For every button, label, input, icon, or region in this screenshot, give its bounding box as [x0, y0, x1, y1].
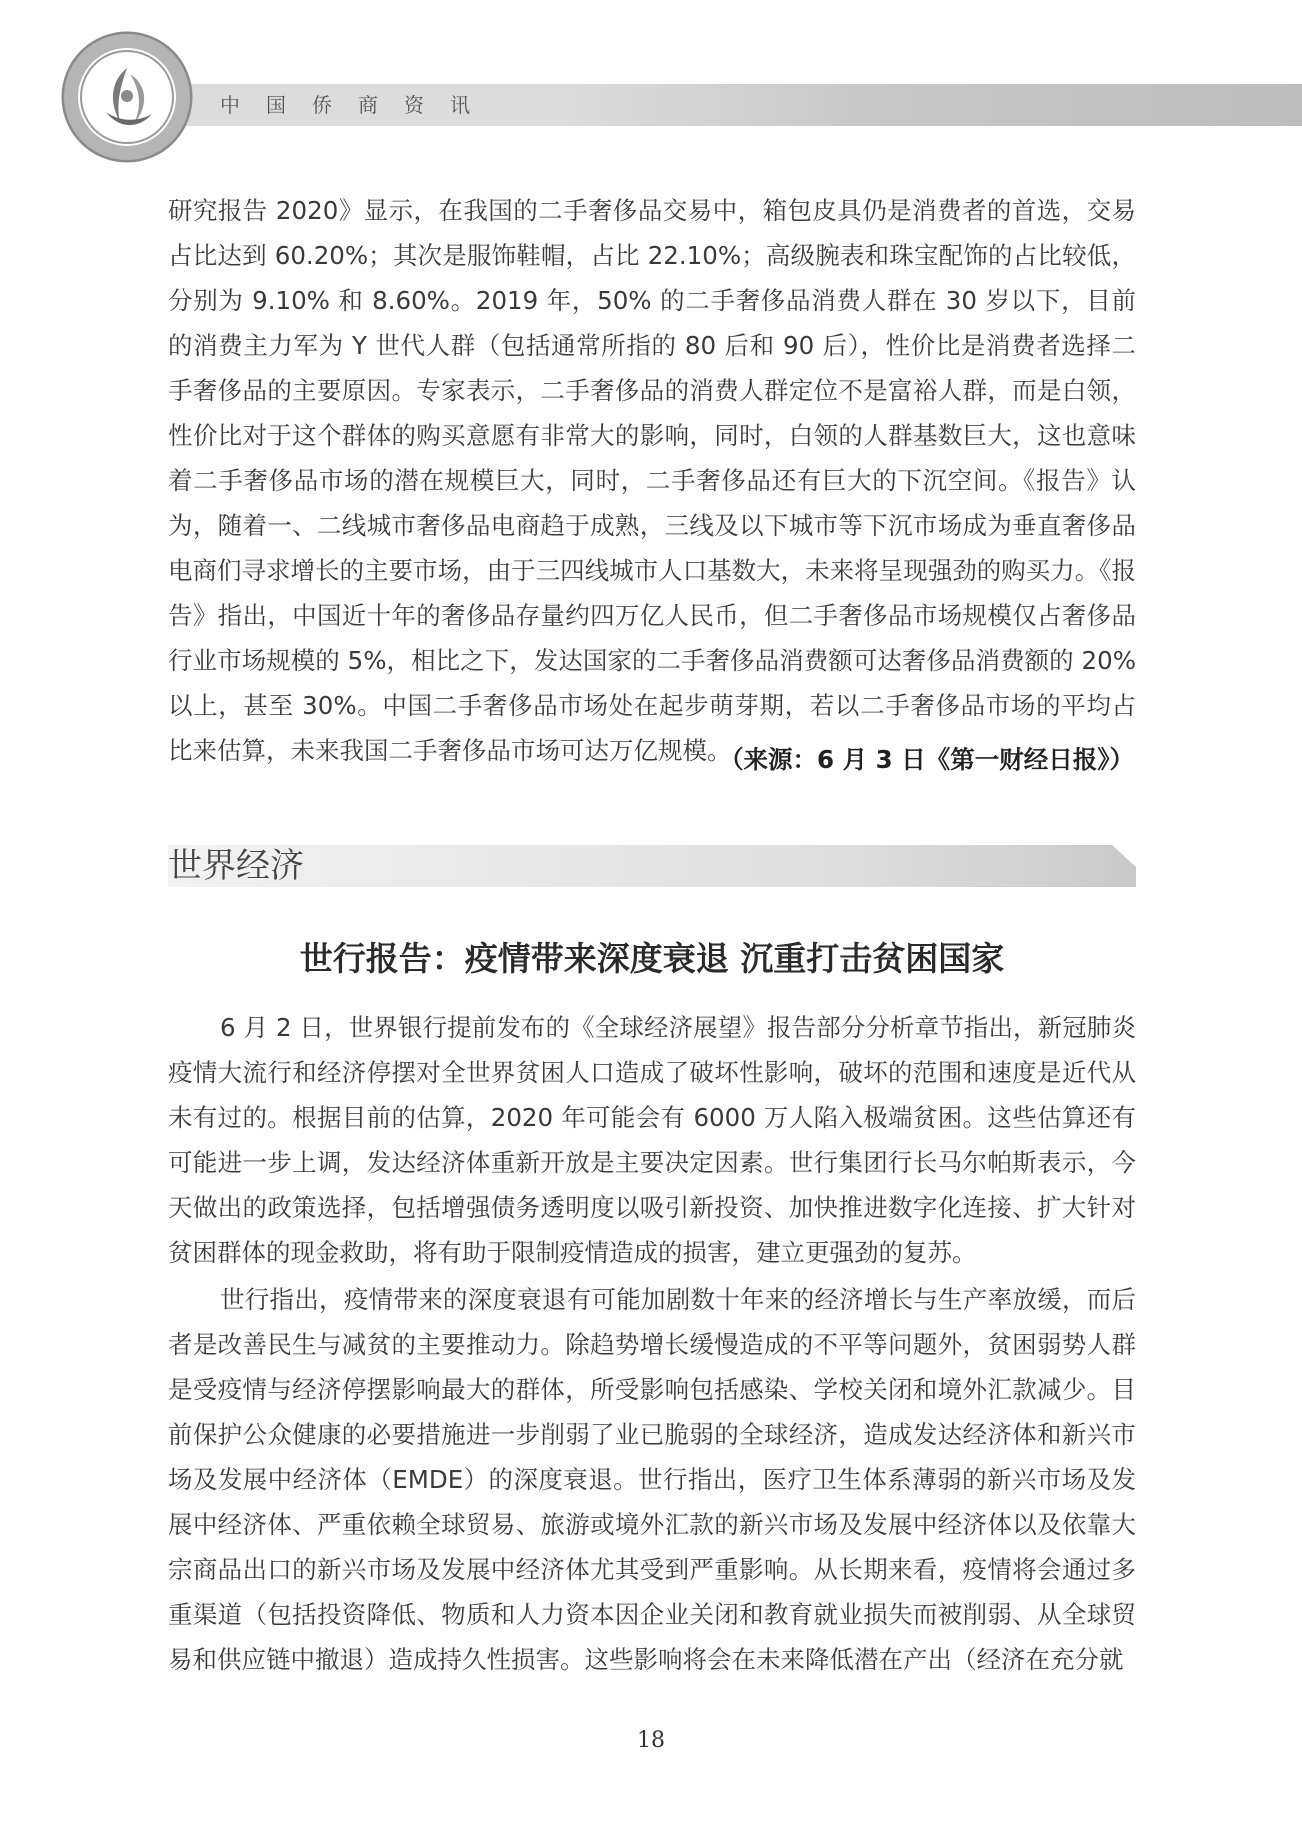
- article1-source: （来源：6 月 3 日《第一财经日报》）: [719, 745, 1134, 774]
- article1-body: 研究报告 2020》显示，在我国的二手奢侈品交易中，箱包皮具仍是消费者的首选，交易占比达到 60.20%；其次是服饰鞋帽，占比 22.10%；高级腕表和珠宝配饰的占比较低，分别为 9.10% 和 8.60%。2019 年，50% 的二手奢侈品消费人群在 30 岁以下，目前的消费主力军为 Y 世代人群（包括通常所指的 80 后和 90 后），性价比是消费者选择二手奢侈品的主要原因。专家表示，二手奢侈品的消费人群定位不是富裕人群，而是白领，性价比对于这个群体的购买意愿有非常大的影响，同时，白领的人群基数巨大，这也意味着二手奢侈品市场的潜在规模巨大，同时，二手奢侈品还有巨大的下沉空间。《报告》认为，随着一、二线城市奢侈品电商趋于成熟，三线及以下城市等下沉市场成为垂直奢侈品电商们寻求增长的主要市场，由于三四线城市人口基数大，未来将呈现强劲的购买力。《报告》指出，中国近十年的奢侈品存量约四万亿人民币，但二手奢侈品市场规模仅占奢侈品行业市场规模的 5%，相比之下，发达国家的二手奢侈品消费额可达奢侈品消费额的 20% 以上，甚至 30%。中国二手奢侈品市场处在起步萌芽期，若以二手奢侈品市场的平均占比来估算，未来我国二手奢侈品市场可达万亿规模。: [168, 196, 1136, 765]
- section-title: 世界经济: [168, 846, 304, 886]
- page-number: 18: [637, 1728, 665, 1753]
- section-bar: [168, 845, 1136, 887]
- article2-paragraph-1: 6 月 2 日，世界银行提前发布的《全球经济展望》报告部分分析章节指出，新冠肺炎疫情大流行和经济停摆对全世界贫困人口造成了破坏性影响，破坏的范围和速度是近代从未有过的。根据目前的估算，2020 年可能会有 6000 万人陷入极端贫困。这些估算还有可能进一步上调，发达经济体重新开放是主要决定因素。世行集团行长马尔帕斯表示，今天做出的政策选择，包括增强债务透明度以吸引新投资、加快推进数字化连接、扩大针对贫困群体的现金救助，将有助于限制疫情造成的损害，建立更强劲的复苏。: [168, 1013, 1136, 1267]
- organization-logo: [60, 30, 194, 164]
- header-title: 中国侨商资讯: [220, 93, 496, 117]
- article2-title: 世行报告：疫情带来深度衰退 沉重打击贫困国家: [299, 939, 1005, 978]
- header-band-gradient: [560, 84, 1302, 126]
- article2-paragraph-2: 世行指出，疫情带来的深度衰退有可能加剧数十年来的经济增长与生产率放缓，而后者是改善民生与减贫的主要推动力。除趋势增长缓慢造成的不平等问题外，贫困弱势人群是受疫情与经济停摆影响最大的群体，所受影响包括感染、学校关闭和境外汇款减少。目前保护公众健康的必要措施进一步削弱了业已脆弱的全球经济，造成发达经济体和新兴市场及发展中经济体（EMDE）的深度衰退。世行指出，医疗卫生体系薄弱的新兴市场及发展中经济体、严重依赖全球贸易、旅游或境外汇款的新兴市场及发展中经济体以及依靠大宗商品出口的新兴市场及发展中经济体尤其受到严重影响。从长期来看，疫情将会通过多重渠道（包括投资降低、物质和人力资本因企业关闭和教育就业损失而被削弱、从全球贸易和供应链中撤退）造成持久性损害。这些影响将会在未来降低潜在产出（经济在充分就: [168, 1285, 1136, 1674]
